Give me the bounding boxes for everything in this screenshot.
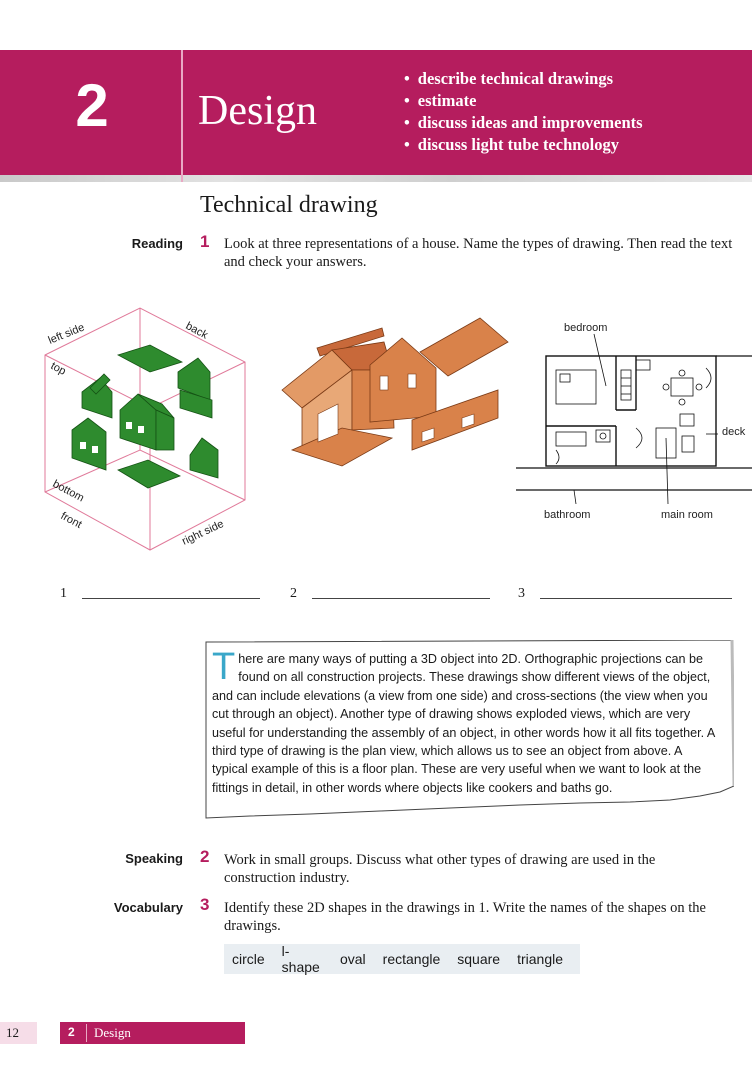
label-bottom: bottom	[50, 478, 86, 505]
word-bank	[224, 944, 580, 974]
reading-paragraph: here are many ways of putting a 3D object into 2D. Orthographic projections can be found on all construction projects. These drawings show different views of the object, and can include elevations (a view from one side) and cross-sections (the view when you cut through an object). Another type of drawing shows exploded views, which are very useful for understanding the assembly of an object, in other words how it all fits together. A third type of drawing is the plan view, which allows us to see an object from above. A typical example of this is a floor plan. These are very useful when we want to look at the fittings in detail, in other words where objects like cookers and baths go.	[212, 652, 715, 795]
exercise-number: 2	[200, 847, 210, 866]
exercise-number: 3	[200, 895, 210, 914]
label-back: back	[183, 320, 210, 342]
exercise-label-reading: Reading	[131, 236, 183, 251]
answer-number: 2	[290, 586, 297, 601]
label-top: top	[48, 360, 68, 378]
word-bank-item: circle	[232, 951, 265, 967]
orthographic-drawing	[30, 300, 260, 555]
objective-item: • estimate	[404, 90, 643, 112]
exercise-label-vocabulary: Vocabulary	[113, 900, 183, 915]
word-bank-item: triangle	[517, 951, 563, 967]
exercise-instruction: Look at three representations of a house. Name the types of drawing. Then read the text and check your answers.	[224, 236, 733, 270]
label-bedroom: bedroom	[564, 322, 608, 334]
unit-number: 2	[75, 72, 109, 139]
answer-number: 3	[518, 586, 525, 601]
footer-unit-bar	[60, 1022, 245, 1044]
exercise-instruction: Identify these 2D shapes in the drawings in 1. Write the names of the shapes on the drawings.	[224, 900, 706, 934]
footer-unit-title: Design	[94, 1025, 131, 1040]
objective-item: • discuss light tube technology	[404, 134, 643, 156]
objectives-list	[404, 68, 643, 156]
label-deck: deck	[722, 426, 746, 438]
floor-plan-drawing	[516, 318, 752, 528]
section-title: Technical drawing	[200, 192, 378, 218]
objective-item: • discuss ideas and improvements	[404, 112, 643, 134]
footer-unit-number: 2	[68, 1025, 75, 1039]
answer-line[interactable]	[82, 598, 260, 599]
word-bank-item: l-shape	[281, 943, 320, 975]
reading-text	[212, 646, 718, 797]
label-front: front	[58, 510, 84, 531]
word-bank-item: oval	[339, 951, 366, 967]
word-bank-item: rectangle	[382, 951, 441, 967]
exploded-view-drawing	[272, 310, 522, 475]
unit-title: Design	[198, 88, 317, 134]
label-main-room: main room	[661, 509, 713, 521]
answer-line[interactable]	[540, 598, 732, 599]
drop-cap: T	[212, 646, 236, 688]
label-left-side: left side	[46, 321, 87, 347]
exercise-label-speaking: Speaking	[125, 851, 183, 866]
reading-text-box	[200, 640, 734, 820]
header-strip	[0, 175, 752, 182]
answer-line[interactable]	[312, 598, 490, 599]
label-right-side: right side	[180, 517, 226, 548]
objective-item: • describe technical drawings	[404, 68, 643, 90]
exercise-instruction: Work in small groups. Discuss what other types of drawing are used in the construction industry.	[224, 852, 656, 886]
footer-divider	[86, 1024, 87, 1042]
page-number: 12	[6, 1025, 19, 1040]
answer-number: 1	[60, 586, 67, 601]
label-bathroom: bathroom	[544, 509, 591, 521]
word-bank-item: square	[457, 951, 501, 967]
exercise-number: 1	[200, 232, 210, 251]
header-divider	[181, 50, 183, 182]
